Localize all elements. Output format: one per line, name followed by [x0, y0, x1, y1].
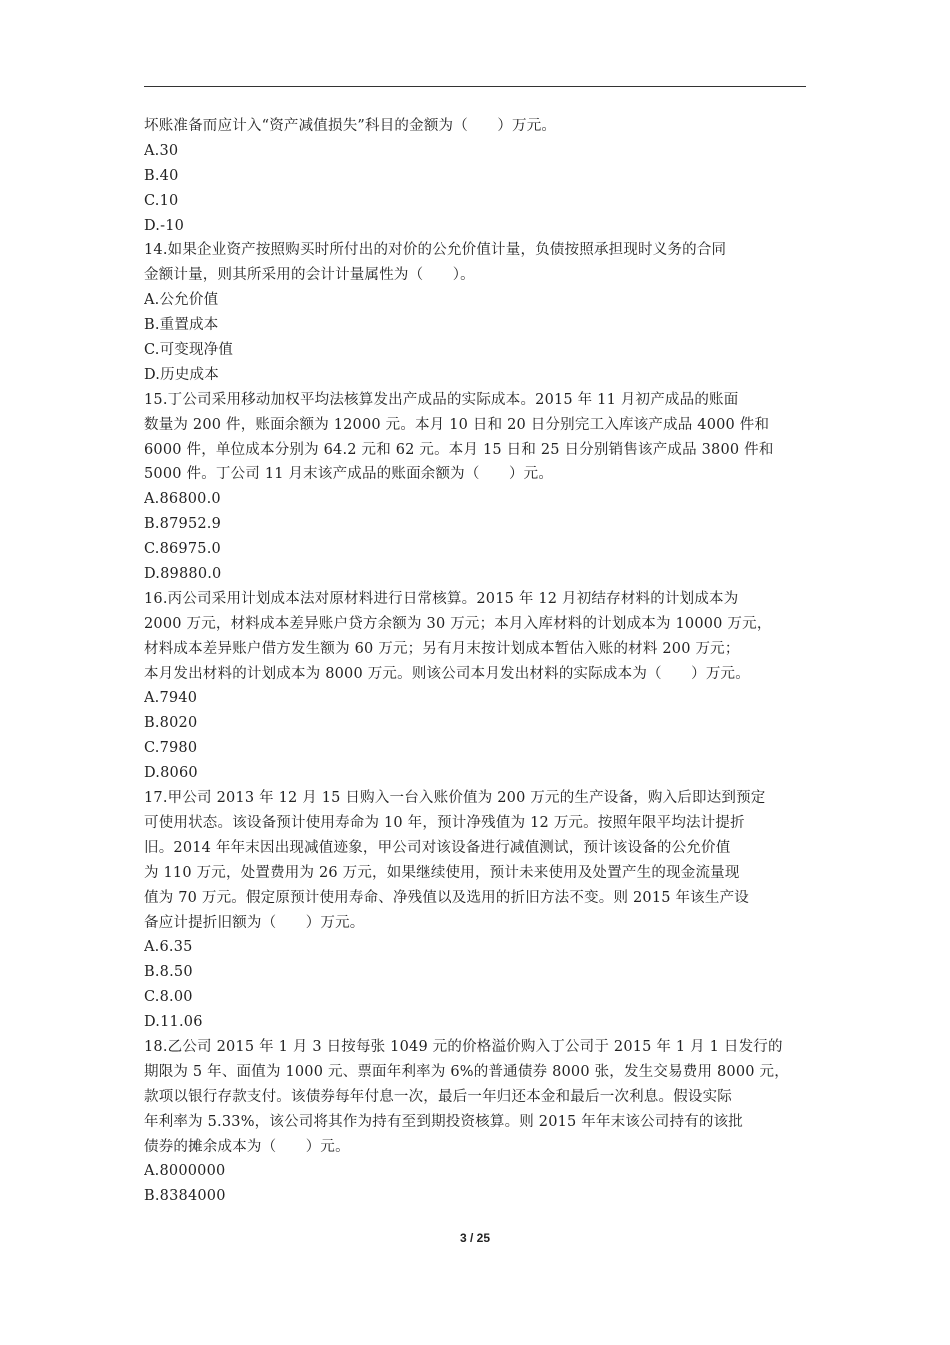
text-line: 5000 件。丁公司 11 月末该产成品的账面余额为（ ）元。	[144, 466, 554, 483]
text-line: 17.甲公司 2013 年 12 月 15 日购入一台入账价值为 200 万元的生产设备，购入后即达到预定	[144, 790, 766, 807]
text-line: 18.乙公司 2015 年 1 月 3 日按每张 1049 元的价格溢价购入丁公司于 2015 年 1 月 1 日发行的	[144, 1038, 783, 1055]
text-line: B.8020	[144, 715, 198, 732]
text-line: 本月发出材料的计划成本为 8000 万元。则该公司本月发出材料的实际成本为（ ）万元。	[144, 665, 750, 682]
text-line: C.10	[144, 192, 179, 209]
text-line: 坏账准备而应计入“资产减值损失”科目的金额为（ ）万元。	[144, 118, 557, 134]
text-line: 款项以银行存款支付。该债券每年付息一次，最后一年归还本金和最后一次利息。假设实际	[144, 1088, 732, 1105]
text-line: 16.丙公司采用计划成本法对原材料进行日常核算。2015 年 12 月初结存材料的计划成本为	[144, 590, 739, 607]
text-line: A.7940	[144, 690, 198, 707]
text-line: 值为 70 万元。假定原预计使用寿命、净残值以及选用的折旧方法不变。则 2015 年该生产设	[144, 889, 749, 906]
text-line: C.可变现净值	[144, 342, 234, 359]
page-number: 3 / 25	[459, 1231, 491, 1245]
text-line: B.8384000	[144, 1188, 226, 1205]
document-body	[144, 114, 808, 1209]
text-line: C.8.00	[144, 989, 193, 1006]
text-line: 6000 件，单位成本分别为 64.2 元和 62 元。本月 15 日和 25 日分别销售该产成品 3800 件和	[144, 441, 774, 458]
header-rule	[144, 86, 806, 87]
text-line: 为 110 万元，处置费用为 26 万元，如果继续使用，预计未来使用及处置产生的现金流量现	[144, 864, 740, 881]
text-line: 材料成本差异账户借方发生额为 60 万元；另有月末按计划成本暂估入账的材料 200 万元；	[144, 640, 740, 657]
text-line: B.87952.9	[144, 516, 222, 533]
text-line: 备应计提折旧额为（ ）万元。	[144, 914, 365, 931]
text-line: A.6.35	[144, 939, 193, 956]
text-line: B.8.50	[144, 964, 193, 981]
text-line: A.86800.0	[144, 491, 221, 508]
text-line: A.30	[144, 142, 179, 159]
text-line: D.89880.0	[144, 566, 222, 583]
text-line: 旧。2014 年年末因出现减值迹象，甲公司对该设备进行减值测试，预计该设备的公允价值	[144, 839, 731, 856]
text-line: D.8060	[144, 765, 198, 782]
text-line: 15.丁公司采用移动加权平均法核算发出产成品的实际成本。2015 年 11 月初产成品的账面	[144, 391, 739, 408]
text-line: 金额计量，则其所采用的会计计量属性为（ ）。	[144, 267, 475, 284]
text-line: 数量为 200 件，账面余额为 12000 元。本月 10 日和 20 日分别完工入库该产成品 4000 件和	[144, 416, 770, 433]
text-line: C.7980	[144, 740, 198, 757]
text-line: B.40	[144, 167, 179, 184]
text-line: D.历史成本	[144, 366, 219, 383]
text-line: A.8000000	[144, 1163, 226, 1180]
text-line: C.86975.0	[144, 541, 221, 558]
text-line: D.-10	[144, 217, 185, 234]
text-line: 14.如果企业资产按照购买时所付出的对价的公允价值计量，负债按照承担现时义务的合同	[144, 242, 727, 259]
text-line: D.11.06	[144, 1014, 203, 1031]
text-line: 期限为 5 年、面值为 1000 元、票面年利率为 6%的普通债券 8000 张，发生交易费用 8000 元，	[144, 1063, 789, 1080]
text-line: 债券的摊余成本为（ ）元。	[144, 1138, 350, 1155]
text-line: 可使用状态。该设备预计使用寿命为 10 年，预计净残值为 12 万元。按照年限平均法计提折	[144, 814, 745, 831]
text-line: 年利率为 5.33%，该公司将其作为持有至到期投资核算。则 2015 年年末该公司持有的该批	[144, 1113, 743, 1130]
text-line: B.重置成本	[144, 317, 219, 334]
text-line: A.公允价值	[144, 292, 219, 309]
text-line: 2000 万元，材料成本差异账户贷方余额为 30 万元；本月入库材料的计划成本为 10000 万元，	[144, 615, 772, 632]
